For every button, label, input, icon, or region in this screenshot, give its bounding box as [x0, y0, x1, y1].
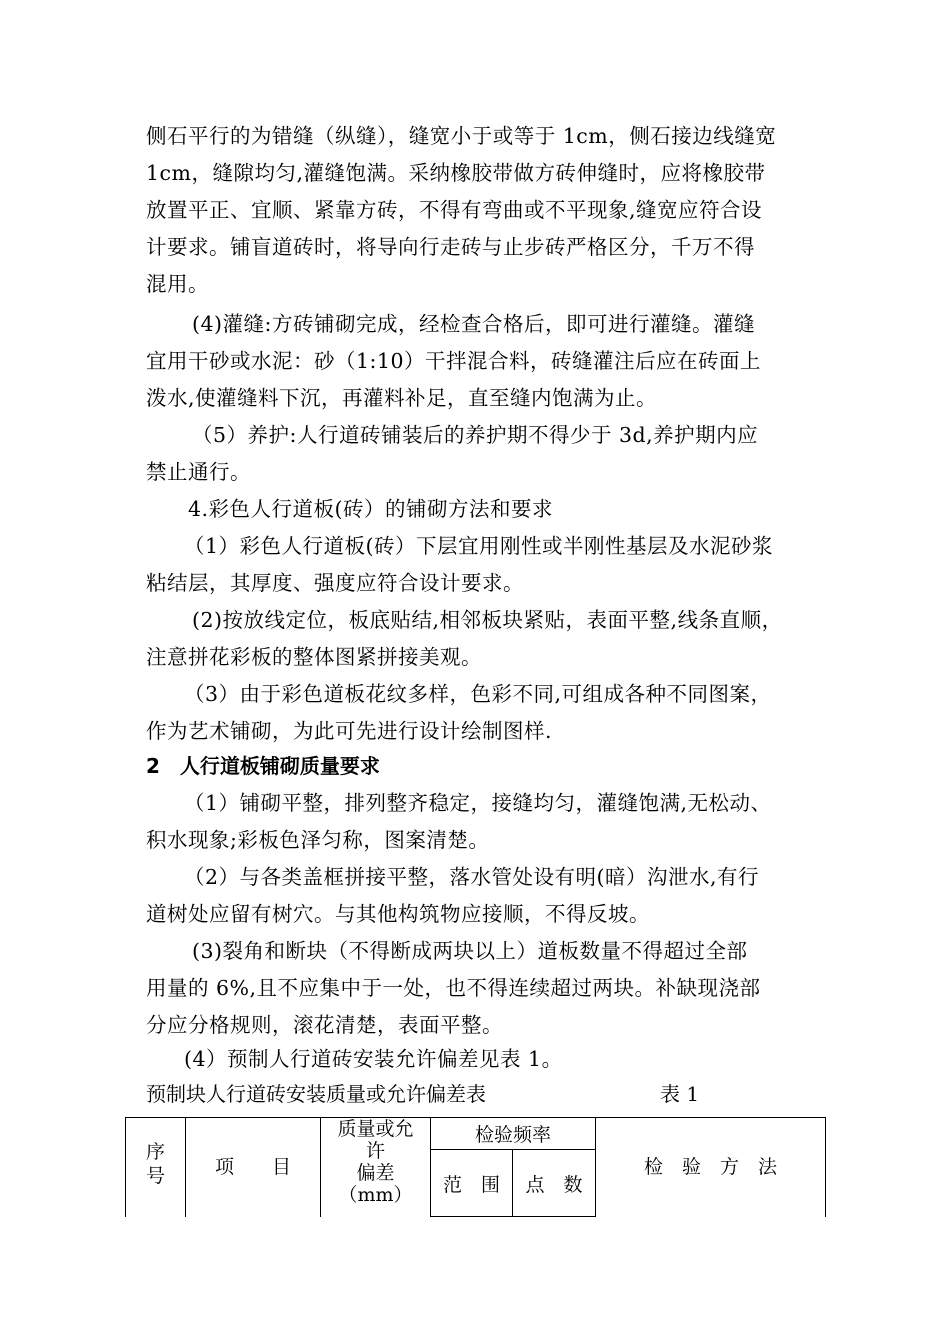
header-points: 点 数: [525, 1174, 583, 1196]
paragraph-line: （5）养护:人行道砖铺装后的养护期不得少于 3d,养护期内应: [192, 423, 759, 447]
paragraph-line: 用量的 6%,且不应集中于一处，也不得连续超过两块。补缺现浇部: [146, 976, 761, 1000]
paragraph-line: （1）铺砌平整，排列整齐稳定，接缝均匀，灌缝饱满,无松动、: [184, 791, 772, 815]
paragraph-line: (2)按放线定位，板底贴结,相邻板块紧贴，表面平整,线条直顺，: [192, 608, 783, 632]
table-number: 表 1: [660, 1082, 700, 1106]
paragraph-line: （3）由于彩色道板花纹多样，色彩不同,可组成各种不同图案，: [184, 682, 772, 706]
paragraph-line: 分应分格规则，滚花清楚，表面平整。: [146, 1013, 503, 1037]
paragraph-line: (4）预制人行道砖安装允许偏差见表 1。: [184, 1047, 563, 1071]
header-seq: 序 号: [145, 1141, 165, 1187]
header-tolerance: 质量或允 许 偏差 （mm）: [337, 1118, 414, 1206]
paragraph-line: 泼水,使灌缝料下沉，再灌料补足，直至缝内饱满为止。: [146, 386, 658, 410]
paragraph-line: 作为艺术铺砌，为此可先进行设计绘制图样.: [146, 719, 553, 743]
paragraph-line: （1）彩色人行道板(砖）下层宜用刚性或半刚性基层及水泥砂浆: [184, 534, 774, 558]
table-caption: 预制块人行道砖安装质量或允许偏差表: [146, 1082, 486, 1106]
paragraph-line: 积水现象;彩板色泽匀称，图案清楚。: [146, 828, 490, 852]
table-border: [825, 1117, 826, 1217]
paragraph-line: 计要求。铺盲道砖时，将导向行走砖与止步砖严格区分，千万不得: [146, 235, 755, 259]
section-heading: 2 人行道板铺砌质量要求: [146, 754, 380, 778]
paragraph-line: (3)裂角和断块（不得断成两块以上）道板数量不得超过全部: [192, 939, 748, 963]
paragraph-line: 1cm，缝隙均匀,灌缝饱满。采纳橡胶带做方砖伸缝时，应将橡胶带: [146, 161, 766, 185]
paragraph-line: (4)灌缝:方砖铺砌完成，经检查合格后，即可进行灌缝。灌缝: [192, 312, 755, 336]
header-item: 项 目: [214, 1156, 291, 1178]
paragraph-line: 道树处应留有树穴。与其他构筑物应接顺，不得反坡。: [146, 902, 650, 926]
paragraph-line: 侧石平行的为错缝（纵缝），缝宽小于或等于 1cm，侧石接边线缝宽: [146, 124, 777, 148]
header-frequency: 检验频率: [474, 1124, 551, 1146]
paragraph-line: （2）与各类盖框拼接平整，落水管处设有明(暗）沟泄水,有行: [184, 865, 760, 889]
header-range: 范 围: [442, 1174, 500, 1196]
paragraph-line: 混用。: [146, 272, 209, 296]
paragraph-line: 宜用干砂或水泥：砂（1:10）干拌混合料，砖缝灌注后应在砖面上: [146, 349, 762, 373]
paragraph-line: 禁止通行。: [146, 460, 251, 484]
paragraph-line: 粘结层，其厚度、强度应符合设计要求。: [146, 571, 524, 595]
paragraph-line: 注意拼花彩板的整体图紧拼接美观。: [146, 645, 482, 669]
table-border: [125, 1117, 826, 1118]
paragraph-line: 放置平正、宜顺、紧靠方砖，不得有弯曲或不平现象,缝宽应符合设: [146, 198, 763, 222]
section-subheading: 4.彩色人行道板(砖）的铺砌方法和要求: [188, 497, 554, 521]
header-method: 检 验 方 法: [643, 1156, 777, 1178]
